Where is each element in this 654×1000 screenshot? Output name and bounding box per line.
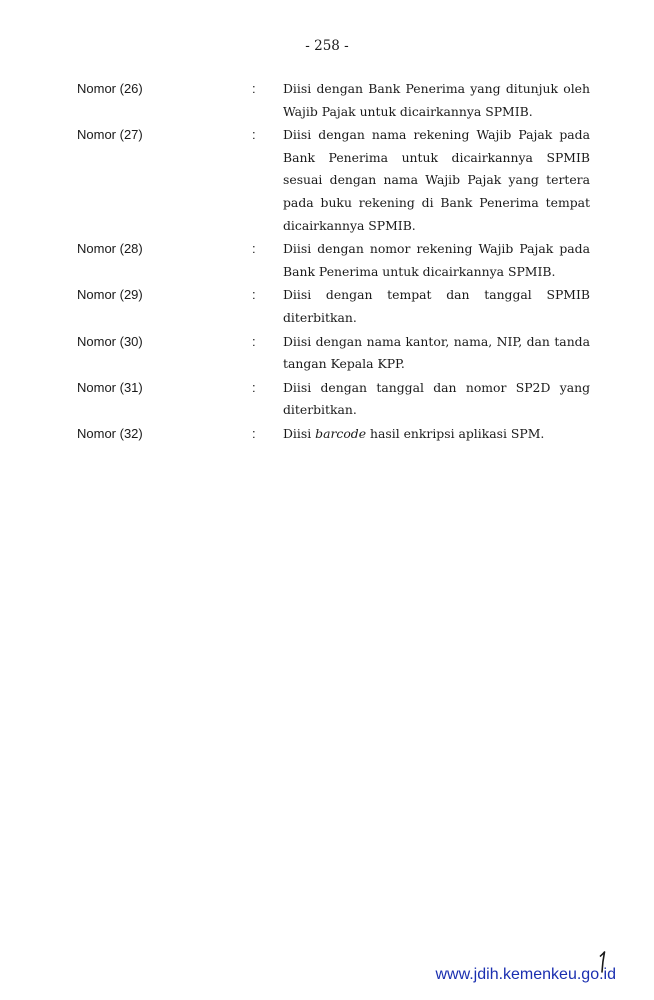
entry-description: Diisi dengan nama rekening Wajib Pajak pada Bank Penerima untuk dicairkannya SPMIB sesuai dengan nama Wajib Pajak yang tertera pada buku rekening di Bank Penerima tempat dicairkannya SPMIB. bbox=[283, 127, 590, 233]
entry-colon: : bbox=[252, 81, 256, 96]
entry-label: Nomor (29) bbox=[77, 287, 143, 303]
list-item bbox=[0, 423, 654, 446]
entry-text-before: Diisi bbox=[283, 425, 312, 441]
entry-description bbox=[283, 423, 590, 446]
entry-label: Nomor (31) bbox=[77, 379, 143, 395]
entry-description: Diisi dengan Bank Penerima yang ditunjuk oleh Wajib Pajak untuk dicairkannya SPMIB. bbox=[283, 81, 590, 119]
footer-url[interactable]: www.jdih.kemenkeu.go.id bbox=[435, 966, 616, 983]
entry-description: Diisi dengan nomor rekening Wajib Pajak pada Bank Penerima untuk dicairkannya SPMIB. bbox=[283, 241, 590, 279]
entry-colon: : bbox=[252, 379, 256, 395]
list-item bbox=[0, 124, 654, 237]
entry-colon: : bbox=[252, 287, 256, 303]
entry-colon: : bbox=[252, 425, 256, 441]
entry-list bbox=[0, 78, 654, 447]
list-item bbox=[0, 238, 654, 283]
entry-label: Nomor (30) bbox=[77, 333, 143, 349]
entry-label: Nomor (32) bbox=[77, 425, 143, 441]
list-item bbox=[0, 284, 654, 329]
list-item bbox=[0, 78, 654, 123]
list-item bbox=[0, 377, 654, 422]
entry-colon: : bbox=[252, 127, 256, 143]
entry-text-italic: barcode bbox=[315, 425, 367, 441]
entry-text-after: hasil enkripsi aplikasi SPM. bbox=[370, 425, 545, 441]
page-number: - 258 - bbox=[305, 38, 349, 54]
entry-colon: : bbox=[252, 241, 256, 257]
entry-label: Nomor (28) bbox=[77, 241, 143, 257]
entry-colon: : bbox=[252, 333, 256, 349]
entry-label: Nomor (27) bbox=[77, 127, 143, 143]
entry-description: Diisi dengan tanggal dan nomor SP2D yang diterbitkan. bbox=[283, 379, 590, 418]
entry-label: Nomor (26) bbox=[77, 81, 143, 96]
entry-description: Diisi dengan tempat dan tanggal SPMIB diterbitkan. bbox=[283, 287, 590, 325]
list-item bbox=[0, 331, 654, 376]
entry-description: Diisi dengan nama kantor, nama, NIP, dan tanda tangan Kepala KPP. bbox=[283, 333, 590, 372]
